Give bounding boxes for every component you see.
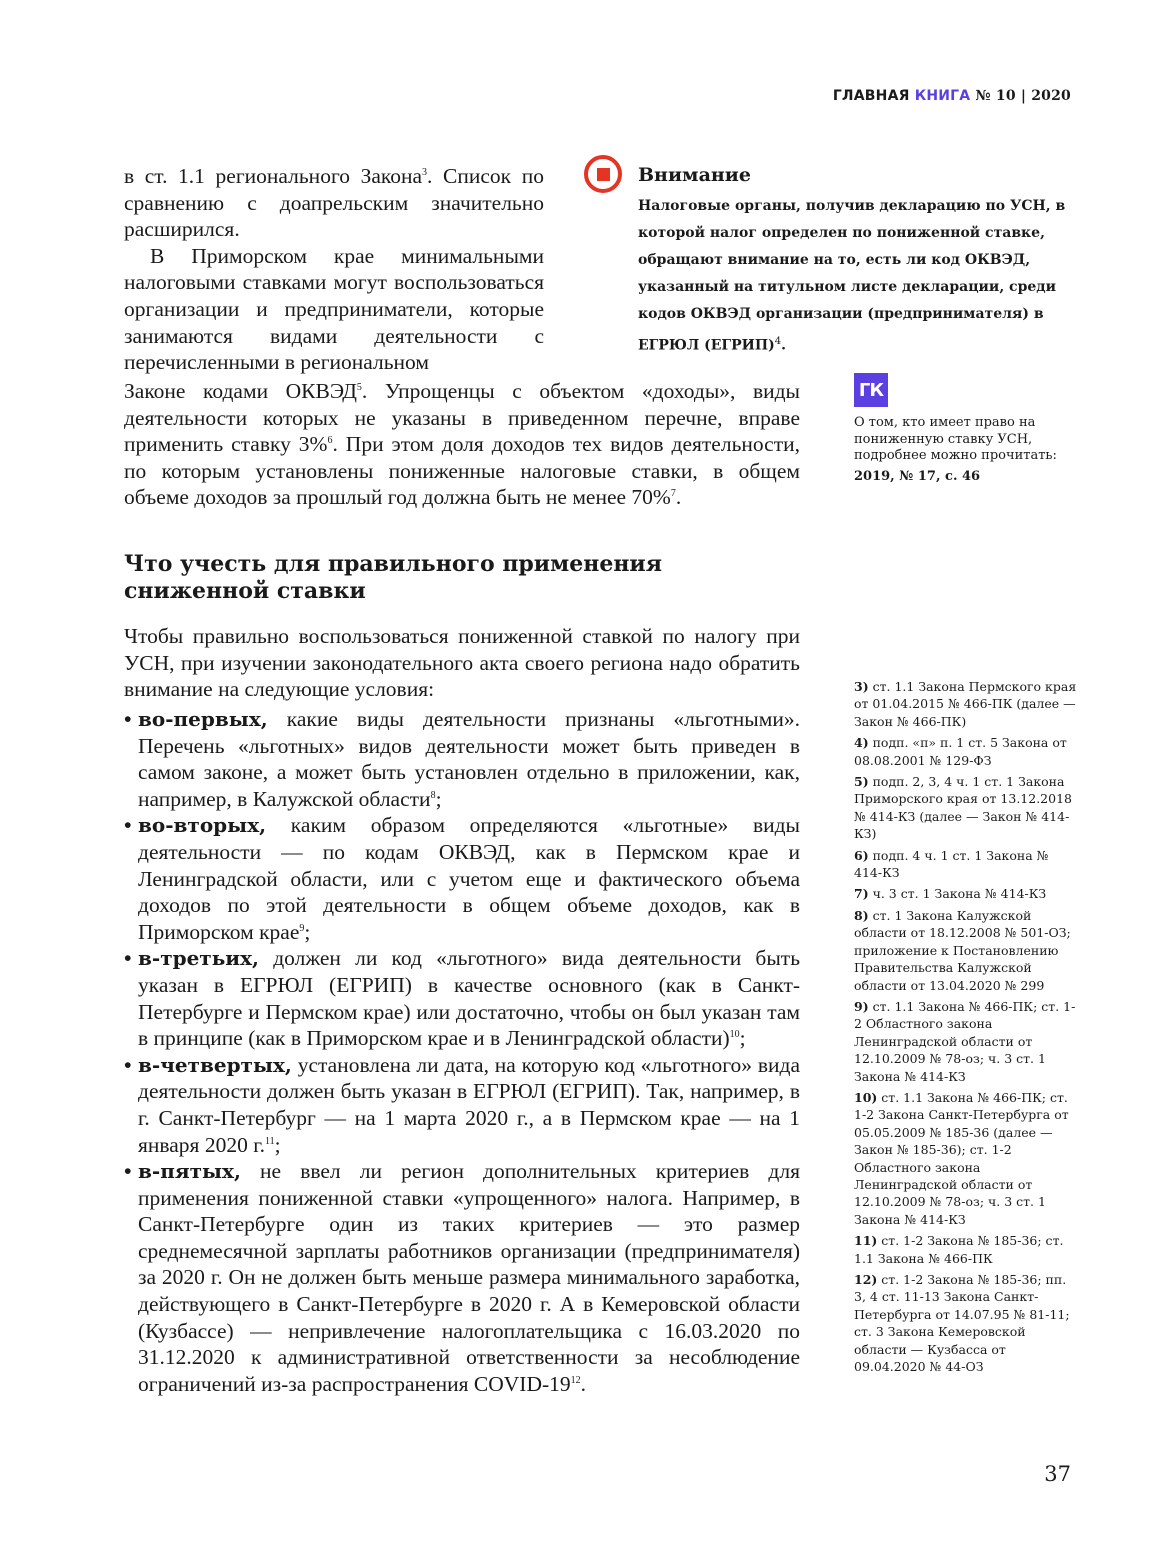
list-item: • в-четвертых, установлена ли дата, на которую код «льготного» вида деятельности должен быть указан в ЕГРЮЛ (ЕГРИП). Так, например, в г. Санкт-Петербург — на 1 марта 2020 г., а в Пермском крае — на 1 января 2020 г.$^{11}$; [124,1052,800,1157]
footnote: 7) ч. 3 ст. 1 Закона № 414-КЗ [854,886,1047,902]
gk-reference [854,415,1074,485]
footnote: 9) ст. 1.1 Закона № 466-ПК; ст. 1-2 Областного закона Ленинградской области от 12.10.2009 № 78-оз; ч. 3 ст. 1 Закона № 414-КЗ [854,998,1076,1084]
footnote-ref: 4 [774,336,782,347]
footnote: 4) подп. «п» п. 1 ст. 5 Закона от 08.08.2001 № 129-ФЗ [854,735,1067,768]
conditions-list [124,706,800,1397]
brand-main: ГЛАВНАЯ [832,88,910,104]
intro-paragraph-1: в ст. 1.1 регионального Закона$^3$. Список по сравнению с доапрельским значительно расширился. [124,164,544,242]
stop-icon [584,155,622,193]
footnote: 8) ст. 1 Закона Калужской области от 18.12.2008 № 501-ОЗ; приложение к Постановлению Правительства Калужской области от 13.04.2020 № 299 [854,907,1071,993]
gk-reference-text: О том, кто имеет право на пониженную ставку УСН, подробнее можно прочитать: [854,415,1057,463]
masthead [833,88,1071,104]
footnote: 6) подп. 4 ч. 1 ст. 1 Закона № 414-КЗ [854,847,1049,881]
footnotes [854,678,1079,1379]
list-item: • в-пятых, не ввел ли регион дополнительных критериев для применения пониженной ставки «упрощенного» налога. Например, в Санкт-Петербурге один из таких критериев — это размер среднемесячной зарплаты работников организации (предпринимателя) за 2020 г. Он не должен быть меньше размера минимального заработка, действующего в Санкт-Петербурге в 2020 г. А в Кемеровской области (Кузбассе) — непривлечение налогоплательщика с 16.03.2020 по 31.12.2020 к административной ответственности за несоблюдение ограничений из-за распространения COVID-19$^{12}$. [124,1159,800,1396]
gk-logo-icon: ГК [854,373,888,407]
brand-accent: КНИГА [914,88,971,104]
list-item: • в-третьих, должен ли код «льготного» вида деятельности быть указан в ЕГРЮЛ (ЕГРИП) в качестве основного (как в Санкт-Петербурге и Пермском крае) или достаточно, чтобы он был указан там в принципе (как в Приморском крае и в Ленинградской области)$^{10}$; [124,946,800,1051]
intro-column [124,163,544,376]
list-item: • во-вторых, каким образом определяются «льготные» виды деятельности — по кодам ОКВЭД, как в Пермском крае и Ленинградской области, или с учетом еще и фактического объема доходов по этой деятельности в общем объеме доходов, как в Приморском крае$^9$; [124,813,800,944]
footnote-ref: 7 [670,488,676,500]
page-number: 37 [1044,1462,1071,1486]
section-title: Что учесть для правильного применения сниженной ставки [124,551,663,604]
section-intro: Чтобы правильно воспользоваться пониженной ставкой по налогу при УСН, при изучении законодательного акта своего региона надо обратить внимание на следующие условия: [124,624,800,702]
attention-title: Внимание [638,164,751,186]
intro-paragraph-2: В Приморском крае минимальными налоговыми ставками могут воспользоваться организации и предприниматели, которые занимаются видами деятельности с перечисленными в региональном [124,243,544,375]
footnote: 12) ст. 1-2 Закона № 185-36; пп. 3, 4 ст. 11-13 Закона Санкт-Петербурга от 14.07.95 № 81-11; ст. 3 Закона Кемеровской области — Кузбасса от 09.04.2020 № 44-ОЗ [854,1272,1070,1375]
footnote: 10) ст. 1.1 Закона № 466-ПК; ст. 1-2 Закона Санкт-Петербурга от 05.05.2009 № 185-36 (далее — Закон № 185-36); ст. 1-2 Областного закона Ленинградской области от 12.10.2009 № 78-оз; ч. 3 ст. 1 Закона № 414-КЗ [854,1089,1069,1227]
footnote-ref: 5 [356,381,362,393]
list-item: • во-первых, какие виды деятельности признаны «льготными». Перечень «льготных» видов деятельности может быть приведен в самом законе, а может быть установлен отдельно в приложении, как, например, в Калужской области$^8$; [124,707,800,811]
footnote-ref: 6 [327,435,333,447]
footnote-ref: 3 [422,166,428,178]
footnote: 3) ст. 1.1 Закона Пермского края от 01.04.2015 № 466-ПК (далее — Закон № 466-ПК) [854,679,1077,729]
attention-body: Налоговые органы, получив декларацию по УСН, в которой налог определен по пониженной ставке, обращают внимание на то, есть ли код ОКВЭД, указанный на титульном листе декларации, среди кодов ОКВЭД организации (предпринимателя) в ЕГРЮЛ (ЕГРИП)$^4$. [638,198,1066,354]
body-paragraph: Законе кодами ОКВЭД$^5$. Упрощенцы с объектом «доходы», виды деятельности которых не указаны в приведенном перечне, вправе применить ставку 3%$^6$. При этом доля доходов тех видов деятельности, по которым установлены пониженные налоговые ставки, в общем объеме доходов за прошлый год должна быть не менее 70%$^7$. [124,379,800,510]
issue-number: № 10 | 2020 [975,88,1071,104]
footnote: 11) ст. 1-2 Закона № 185-36; ст. 1.1 Закона № 466-ПК [854,1233,1064,1266]
gk-reference-link[interactable]: 2019, № 17, с. 46 [854,468,981,484]
footnote: 5) подп. 2, 3, 4 ч. 1 ст. 1 Закона Приморского края от 13.12.2018 № 414-КЗ (далее — Закон № 414-КЗ) [854,774,1072,842]
